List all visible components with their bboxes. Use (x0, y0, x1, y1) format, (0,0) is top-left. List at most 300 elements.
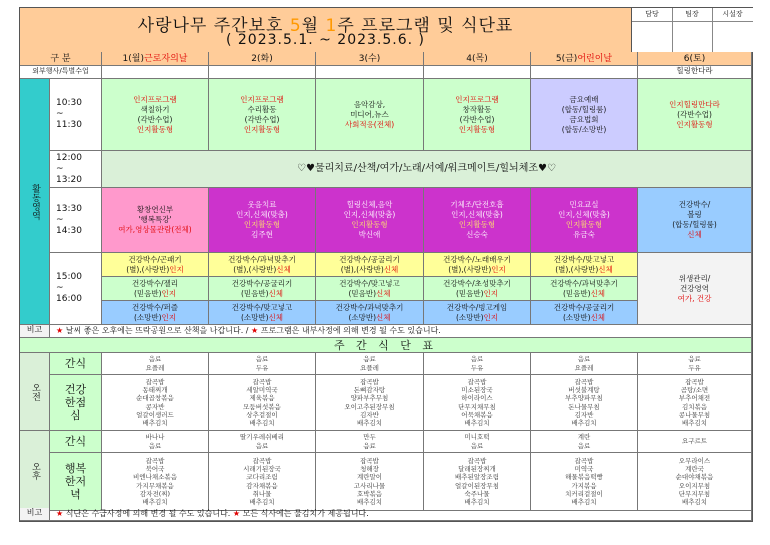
dinner-menu-1 (102, 453, 209, 511)
menu-item: 부추양파무침 (565, 394, 603, 403)
morning-program-text (102, 79, 208, 150)
menu-item: 돈뼈감자탕 (353, 385, 386, 394)
afternoon-program-text-line: 황창연신부 (136, 205, 174, 214)
day-label: 5(금) (555, 54, 578, 64)
approval-box (631, 8, 753, 53)
menu-item: 요구르트 (681, 437, 708, 446)
late-class: (믿음반) (562, 289, 591, 298)
menu-item: 배추김치 (464, 498, 490, 507)
late-program-1-2 (102, 277, 209, 301)
meal-section-header (20, 338, 752, 353)
late-program-text (102, 303, 208, 323)
morning-program-3 (316, 79, 424, 151)
late-program-4-2 (424, 277, 531, 301)
menu-item: 감자채볶음 (246, 481, 278, 490)
menu-item: 음료 (470, 355, 484, 364)
menu-item: 음료 (688, 355, 701, 364)
afternoon-program-4 (424, 188, 531, 253)
day-header-2 (209, 52, 316, 66)
menu-item: 잡곡밥 (252, 456, 272, 465)
menu-item: 미니호떡 (464, 433, 490, 442)
late-line1: 건강박수/노래배우기 (443, 255, 511, 264)
late-class: (소망반) (133, 313, 162, 322)
late-program-text (531, 303, 637, 323)
late-tag: 인지 (483, 313, 499, 322)
time-slot-2 (50, 151, 102, 188)
morning-program-4 (424, 79, 531, 151)
late-tag: 신체 (590, 289, 606, 298)
lunch-menu-1 (102, 375, 209, 431)
menu-item: 오이고추된장무침 (344, 402, 395, 411)
sat-line: 위생관리/ (678, 273, 711, 283)
menu-item: 감자전(찌) (139, 489, 171, 498)
menu-item: 요플레 (574, 363, 594, 372)
menu-item: 단무지채무침 (458, 402, 496, 411)
late-class: (소망반) (562, 313, 591, 322)
late-program-text (316, 303, 423, 323)
afternoon-program-text-line: 기체조/단전호흡 (450, 200, 504, 209)
time-text: 13:30 (56, 203, 82, 214)
morning-program-text-line: 색칠하기 (140, 104, 170, 114)
division-header (20, 52, 102, 66)
dinner-menu-5 (531, 453, 638, 511)
day-header-content (102, 52, 208, 66)
afternoon-program-text-line: 유금숙 (573, 230, 595, 239)
menu-item: 배추김치 (571, 419, 597, 428)
afternoon-program-text-line: 인지활동형 (351, 220, 388, 229)
day-header-content (638, 52, 751, 66)
remarks-label: 비고 (26, 325, 43, 334)
menu-item: 부추어채전 (678, 394, 711, 403)
late-line1: 건강박수/과녁맞추기 (335, 303, 404, 312)
menu-item: 콩나물무침 (678, 410, 711, 419)
menu-item: 음료 (255, 355, 269, 364)
late-program-text (209, 279, 315, 299)
pm-label (20, 431, 50, 511)
saturday-late-text (638, 253, 751, 324)
late-line1: 건강박수/공굴리기 (231, 279, 293, 288)
late-program-2-1 (209, 253, 316, 277)
time-text: 12:00 (56, 152, 82, 163)
menu-item: 하이라이스 (461, 394, 493, 403)
day-label: 2(화) (251, 54, 273, 64)
morning-program-2 (209, 79, 316, 151)
outing-cell-2 (209, 66, 316, 79)
late-line2 (316, 313, 423, 323)
day-header-4 (424, 52, 531, 66)
lunch-menu-3 (316, 375, 424, 431)
afternoon-program-text-line: 박신애 (358, 230, 381, 239)
late-program-2-2 (209, 277, 316, 301)
menu-item: 잡곡밥 (360, 377, 379, 386)
day-label: 1(월) (122, 54, 144, 64)
afternoon-program-text (638, 188, 751, 252)
snack-text: 간식 (64, 357, 87, 370)
pm-snack-2 (209, 431, 316, 453)
menu-item: 양파부추무침 (350, 394, 389, 403)
menu-item: 순대곱창볶음 (136, 394, 174, 403)
late-tag: 신체 (268, 289, 284, 298)
menu-item: 비엔나채소볶음 (133, 473, 177, 482)
afternoon-program-text-line: (합동/힐링룸) (672, 220, 717, 229)
late-line1: 건강박수/빙고게임 (446, 303, 508, 312)
morning-program-text-line: (각반수업) (244, 114, 280, 124)
day-header-content (424, 52, 530, 66)
time-text: 10:30 (56, 98, 82, 108)
late-line2 (209, 265, 315, 275)
menu-item: 버섯불계탕 (568, 385, 600, 394)
menu-item: 음료 (255, 441, 269, 450)
day-header-3 (316, 52, 424, 66)
menu-item: 두유 (255, 363, 269, 372)
activity-area-text: 활동영역 (30, 183, 40, 220)
late-line1: 건강박수/퍼즐 (132, 303, 178, 312)
late-class: (믿음반) (133, 289, 162, 298)
morning-program-text-line: (각반수업) (677, 109, 712, 119)
pm-snack-label (50, 431, 102, 453)
menu-item: 잡곡밥 (145, 377, 165, 386)
page-title: 사랑나무 주간보호 5월 1주 프로그램 및 식단표 (137, 16, 514, 36)
menu-item: 코다리조림 (246, 473, 278, 482)
late-line2 (102, 265, 208, 275)
late-tag: 인지 (161, 289, 177, 298)
morning-program-text-line: (각반수업) (459, 114, 495, 124)
menu-item: 잡곡밥 (252, 377, 272, 386)
remarks-label-1 (20, 325, 50, 338)
late-program-5-3 (531, 301, 638, 325)
remarks-text-2 (50, 508, 752, 521)
late-line1: 건강박수/초성맞추기 (443, 279, 511, 288)
afternoon-program-3 (316, 188, 424, 253)
dinner-label (50, 453, 102, 511)
afternoon-program-text-line: 민요교실 (569, 200, 599, 209)
lunch-menu-5 (531, 375, 638, 431)
time-text: 13:20 (56, 174, 82, 185)
morning-program-1 (102, 79, 209, 151)
late-line2 (209, 313, 315, 323)
time-text: ~ (56, 214, 64, 225)
menu-item: 호박볶음 (356, 489, 383, 498)
morning-program-text-line: 사회적응(전체) (344, 119, 395, 129)
day-note: 어린이날 (577, 54, 613, 64)
late-tag: 신체 (276, 265, 291, 274)
afternoon-program-text-line: 신승숙 (466, 230, 488, 239)
lunch-banner-text: ♡♥물리치료/산책/여가/노래/서예/워크메이트/힐뇌체조♥♡ (297, 163, 556, 174)
dinner-menu-2 (209, 453, 316, 511)
am-snack-6 (638, 353, 752, 375)
am-snack-4 (424, 353, 531, 375)
menu-item: 계란말이 (356, 473, 383, 482)
late-tag: 인지 (483, 289, 499, 298)
afternoon-program-text (531, 188, 637, 252)
late-line2 (102, 313, 208, 323)
time-text: ~ (56, 283, 64, 293)
late-program-1-3 (102, 301, 209, 325)
menu-item: 배추김치 (464, 419, 490, 428)
menu-item: 치커리겉절이 (565, 489, 603, 498)
menu-item: 잡곡밥 (574, 377, 594, 386)
late-program-text (424, 303, 530, 323)
menu-item: 음료 (148, 441, 162, 450)
afternoon-program-6 (638, 188, 752, 253)
am-snack-label (50, 353, 102, 375)
menu-item: 만두 (363, 433, 376, 442)
outing-cell-3 (316, 66, 424, 79)
menu-item: 콩자반 (145, 402, 165, 411)
remarks-label-2 (20, 508, 50, 521)
afternoon-program-text-line: 웃음치료 (247, 200, 277, 209)
outing-cell-1 (102, 66, 209, 79)
menu-item: 잡곡밥 (467, 456, 487, 465)
menu-item: 잡곡밥 (685, 377, 704, 386)
lunch-menu-6 (638, 375, 752, 431)
late-tag: 인지 (161, 313, 177, 322)
morning-program-text (638, 79, 751, 150)
snack-text: 간식 (64, 435, 87, 448)
day-header-5 (531, 52, 638, 66)
late-line1: 건강박수/맞고넣고 (231, 303, 293, 312)
afternoon-program-text-line: 인지,신체(맞춤) (451, 210, 503, 219)
menu-item: 곰탕/소면 (680, 385, 709, 394)
late-program-text (102, 279, 208, 299)
menu-item: 잡곡밥 (360, 456, 379, 465)
late-line1: 건강박수/맞고넣고 (339, 279, 400, 288)
date-range: ( 2023.5.1. ~ 2023.5.6. ) (225, 32, 426, 48)
late-program-text (209, 255, 315, 275)
late-line2 (424, 313, 530, 323)
menu-item: 배추김치 (681, 498, 708, 507)
afternoon-program-text (209, 188, 315, 252)
late-line1: 건강박수/곤패기 (128, 255, 182, 264)
day-header-1 (102, 52, 209, 66)
day-label: 3(수) (358, 54, 381, 64)
late-program-1-1 (102, 253, 209, 277)
late-program-text (102, 255, 208, 275)
time-text: ~ (56, 109, 64, 119)
am-text: 오전 (30, 382, 40, 401)
outing-label (20, 66, 102, 79)
late-program-4-1 (424, 253, 531, 277)
outing-label-text: 외부행사/특별수업 (32, 67, 89, 75)
approval-director: 시설장 (712, 8, 753, 22)
menu-item: 배추김치 (356, 419, 383, 428)
late-program-3-2 (316, 277, 424, 301)
approval-staff: 담당 (632, 8, 672, 22)
division-label: 구 분 (50, 54, 71, 64)
late-line2 (531, 265, 637, 275)
late-class: (소망반) (455, 313, 484, 322)
afternoon-program-text-line: 건강박수/ (678, 200, 711, 209)
am-snack-2 (209, 353, 316, 375)
morning-program-text (316, 79, 423, 150)
menu-item: 두유 (688, 363, 701, 372)
pm-text: 오후 (30, 461, 40, 480)
menu-item: 얼갈이생러드 (136, 410, 174, 419)
late-class: (믿음반) (240, 289, 269, 298)
late-program-5-1 (531, 253, 638, 277)
menu-item: 미소된장국 (461, 385, 493, 394)
menu-item: 배추김치 (571, 498, 597, 507)
menu-item: 음료 (470, 441, 484, 450)
late-class: (믿음반) (348, 289, 377, 298)
menu-item: 어묵채볶음 (461, 410, 493, 419)
afternoon-program-text (102, 188, 208, 252)
afternoon-program-text-line: 인지활동형 (565, 220, 603, 229)
morning-program-text-line: 음악감상, (353, 99, 386, 109)
late-program-text (316, 279, 423, 299)
late-tag: 신체 (598, 265, 613, 274)
late-tag: 신체 (590, 313, 606, 322)
menu-item: 음료 (577, 441, 591, 450)
menu-item: 음료 (577, 355, 591, 364)
late-program-3-3 (316, 301, 424, 325)
morning-program-text-line: (합동/소망반) (561, 124, 607, 134)
lunch-label-text: 건강한점심 (64, 383, 87, 422)
menu-item: 배추김치 (356, 498, 383, 507)
am-snack-1 (102, 353, 209, 375)
menu-item: 배추김치 (142, 498, 168, 507)
day-label: 4(목) (466, 54, 488, 64)
menu-item: 얼갈이된장무침 (455, 481, 499, 490)
menu-item: 김자반 (360, 410, 379, 419)
late-program-text (531, 279, 637, 299)
late-tag: 신체 (383, 265, 399, 274)
afternoon-program-text-line: 여가,영상물관람(전체) (118, 225, 192, 234)
am-snack-3 (316, 353, 424, 375)
remarks-2: ★ 식단은 수급사정에 의해 변경 될 수도 있습니다. ★ 모든 식사에는 물김치가 제공됩니다. (56, 509, 369, 518)
lunch-banner (102, 151, 752, 188)
afternoon-program-2 (209, 188, 316, 253)
late-line1: 건강박수/젤리 (132, 279, 178, 288)
time-slot-3 (50, 188, 102, 253)
menu-item: 북어국 (145, 464, 165, 473)
menu-item: 잡곡밥 (574, 456, 594, 465)
afternoon-program-text-line: 인지활동형 (458, 220, 496, 229)
afternoon-program-text-line: 인지,신체(맞춤) (343, 210, 396, 219)
time-text: 11:30 (56, 120, 82, 130)
time-text: 15:00 (56, 272, 82, 282)
morning-program-6 (638, 79, 752, 151)
menu-item: 김치볶음 (681, 402, 708, 411)
lunch-label (50, 375, 102, 431)
morning-program-5 (531, 79, 638, 151)
dinner-menu-3 (316, 453, 424, 511)
afternoon-program-text-line: 신체 (687, 230, 702, 239)
late-tag: 인지 (169, 265, 184, 274)
remarks-text-1 (50, 325, 752, 338)
morning-program-text-line: 미디어,뉴스 (350, 109, 389, 119)
late-program-text (316, 255, 423, 275)
dinner-menu-4 (424, 453, 531, 511)
menu-item: 모둠버섯볶음 (243, 402, 281, 411)
menu-item: 음료 (363, 441, 376, 450)
menu-item: 시래기된장국 (243, 464, 281, 473)
outing-text: 힐링한다라 (676, 66, 713, 75)
late-line1: 건강박수/과녁맞추기 (228, 255, 296, 264)
remarks-label: 비고 (26, 508, 43, 517)
menu-item: 계란 (577, 433, 591, 442)
pm-snack-4 (424, 431, 531, 453)
late-tag: 신체 (376, 289, 391, 298)
morning-program-text-line: 인지활동형 (458, 124, 496, 134)
late-program-text (424, 279, 530, 299)
day-header-content (531, 52, 637, 66)
morning-program-text (531, 79, 637, 150)
menu-item: 취나물 (252, 489, 272, 498)
menu-item: 동태찌개 (142, 385, 168, 394)
sat-line: 건강영역 (680, 283, 709, 293)
morning-program-text-line: 인지프로그램 (240, 94, 284, 104)
title-band (20, 8, 631, 53)
morning-program-text-line: 창작활동 (462, 104, 492, 114)
outing-cell-4 (424, 66, 531, 79)
afternoon-program-5 (531, 188, 638, 253)
lunch-menu-2 (209, 375, 316, 431)
menu-item: 가지볶음 (571, 481, 597, 490)
morning-program-text-line: 인지프로그램 (133, 94, 177, 104)
menu-item: 배추김치 (249, 498, 275, 507)
late-line2 (209, 289, 315, 299)
menu-item: 음료 (148, 355, 162, 364)
outing-cell-5 (531, 66, 638, 79)
late-class: (별),(사랑반) (233, 265, 277, 274)
late-class: (소망반) (240, 313, 269, 322)
time-slot-4 (50, 253, 102, 325)
late-line2 (316, 265, 423, 275)
late-tag: 신체 (268, 313, 284, 322)
menu-item: 고사리나물 (353, 481, 386, 490)
late-tag: 인지 (491, 265, 506, 274)
menu-item: 요플레 (145, 363, 165, 372)
menu-item: 두유 (470, 363, 484, 372)
time-text: ~ (56, 163, 64, 174)
menu-item: 배추된알장조림 (455, 473, 499, 482)
pm-snack-1 (102, 431, 209, 453)
sat-line: 여가, 건강 (677, 293, 712, 303)
menu-item: 오이지무침 (678, 481, 711, 490)
afternoon-program-text-line: 볼링 (687, 210, 702, 219)
late-tag: 신체 (376, 313, 391, 322)
afternoon-program-text-line: 김주현 (251, 230, 273, 239)
late-program-text (209, 303, 315, 323)
meal-section-title: 주 간 식 단 표 (333, 339, 438, 352)
menu-item: 순대야채볶음 (675, 473, 714, 482)
dinner-label-text: 행복한저녁 (64, 462, 87, 501)
schedule-sheet (19, 7, 753, 522)
menu-item: 요플레 (360, 363, 379, 372)
am-snack-5 (531, 353, 638, 375)
pm-snack-5 (531, 431, 638, 453)
afternoon-program-1 (102, 188, 209, 253)
activity-area-label (20, 79, 50, 325)
day-label: 6(토) (683, 54, 706, 64)
menu-item: 배추김치 (249, 419, 275, 428)
late-program-text (531, 255, 637, 275)
late-class: (별),(사랑반) (448, 265, 492, 274)
menu-item: 단무지무침 (678, 489, 711, 498)
menu-item: 해물볶음떡빵 (565, 473, 603, 482)
menu-item: 상추겉절이 (246, 410, 278, 419)
day-note: 근로자의날 (143, 54, 188, 64)
morning-program-text-line: 금요법회 (569, 114, 599, 124)
late-program-3-1 (316, 253, 424, 277)
afternoon-program-text-line: 인지,신체(맞춤) (236, 210, 288, 219)
late-class: (별),(사랑반) (555, 265, 599, 274)
day-header-6 (638, 52, 752, 66)
morning-program-text-line: 수리활동 (247, 104, 277, 114)
pm-snack-3 (316, 431, 424, 453)
late-class: (소망반) (348, 313, 377, 322)
